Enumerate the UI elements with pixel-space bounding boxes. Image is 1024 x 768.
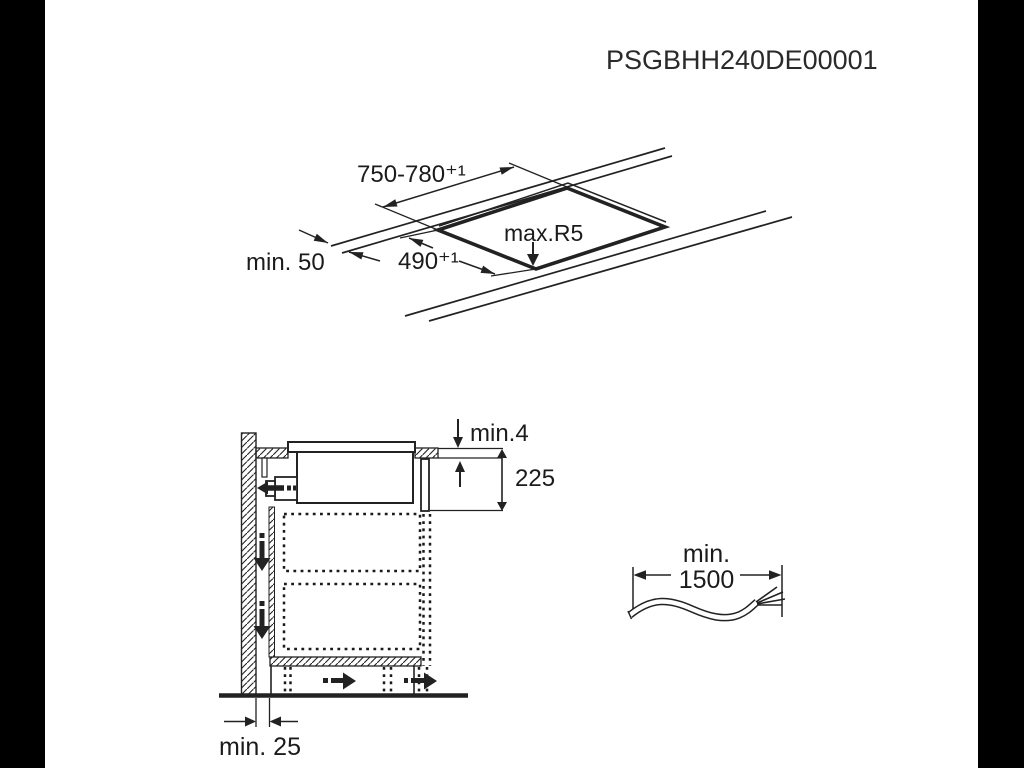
depth-arrow-left	[409, 238, 433, 248]
cable-length-label	[646, 541, 767, 593]
min4-arrow-head	[453, 437, 463, 448]
wall-clearance-arrow-left-head	[245, 717, 256, 727]
downdraft-channel	[421, 459, 429, 511]
unit-depth-label: 225	[515, 465, 556, 492]
wall-clearance-arrow-right-head	[270, 717, 282, 727]
depth225-arrow-down	[497, 502, 507, 511]
depth-arrow-right	[459, 261, 495, 274]
worktop-left	[256, 448, 288, 458]
wall-clearance-label: min. 25	[219, 733, 301, 761]
top-clearance-label: min.4	[470, 420, 529, 447]
cable-dim-arrow-right	[769, 570, 782, 580]
cable-min-label: min.	[682, 540, 731, 568]
rear-clearance-label: min. 50	[246, 249, 325, 276]
worktop-right	[415, 448, 438, 458]
cabinet-drawers-dotted	[284, 514, 430, 694]
cabinet-bottom	[270, 657, 421, 666]
cable-dim-arrow-left	[634, 570, 647, 580]
underside-arrow-head	[455, 461, 465, 472]
hob-body	[297, 452, 413, 503]
wall	[242, 433, 257, 696]
cable-length-value: 1500	[678, 566, 735, 594]
worktop-front-edge	[405, 211, 792, 321]
wall-clearance-extensions	[256, 698, 270, 727]
hob-glass-top	[288, 442, 415, 452]
cutout-width-label: 750-780⁺¹	[357, 161, 466, 188]
corner-radius-label: max.R5	[504, 220, 584, 246]
installation-side-view	[219, 419, 507, 727]
cable-core	[630, 601, 757, 617]
drawing-number: PSGBHH240DE00001	[606, 45, 878, 75]
rear-clearance-arrow-upper	[299, 230, 328, 243]
depth225-arrow-up	[497, 449, 507, 458]
cutout-depth-label: 490⁺¹	[398, 248, 459, 275]
rear-clearance-arrow-lower	[349, 252, 380, 261]
wall-spacer	[262, 458, 267, 477]
cabinet-back-panel	[269, 507, 275, 657]
